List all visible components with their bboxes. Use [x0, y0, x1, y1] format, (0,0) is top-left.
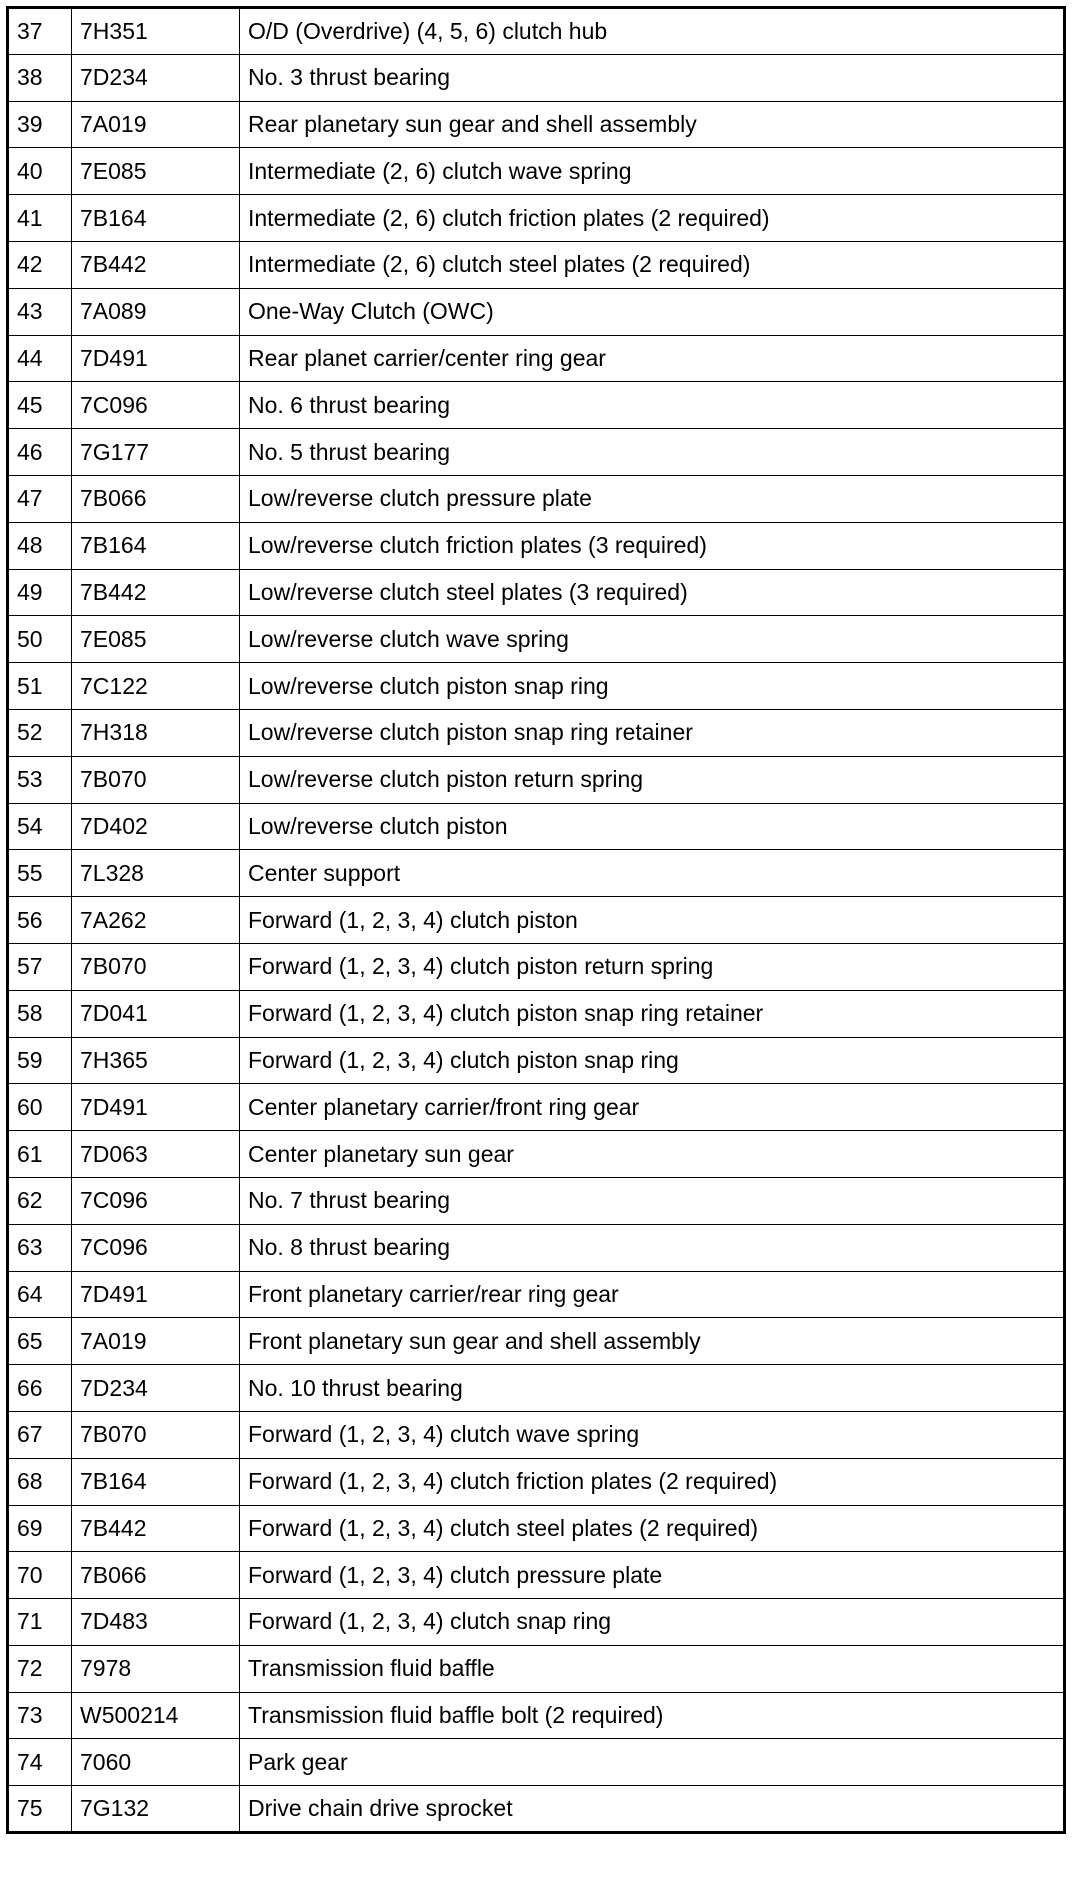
- description-cell: Drive chain drive sprocket: [240, 1786, 1065, 1833]
- table-row: [8, 1131, 1065, 1178]
- part-number-cell: 7H351: [72, 8, 240, 55]
- item-number-cell: 49: [8, 569, 72, 616]
- item-number-cell: 41: [8, 195, 72, 242]
- part-number-cell: 7C096: [72, 382, 240, 429]
- table-row: [8, 241, 1065, 288]
- part-number-cell: 7A019: [72, 1318, 240, 1365]
- item-number-cell: 51: [8, 663, 72, 710]
- table-row: [8, 709, 1065, 756]
- table-row: [8, 1786, 1065, 1833]
- table-row: [8, 1411, 1065, 1458]
- item-number-cell: 55: [8, 850, 72, 897]
- table-row: [8, 1365, 1065, 1412]
- table-row: [8, 1599, 1065, 1646]
- table-row: [8, 850, 1065, 897]
- table-row: [8, 8, 1065, 55]
- description-cell: Forward (1, 2, 3, 4) clutch piston snap ring: [240, 1037, 1065, 1084]
- part-number-cell: 7B442: [72, 241, 240, 288]
- table-row: [8, 1552, 1065, 1599]
- item-number-cell: 44: [8, 335, 72, 382]
- table-row: [8, 1505, 1065, 1552]
- part-number-cell: 7D234: [72, 54, 240, 101]
- part-number-cell: 7H365: [72, 1037, 240, 1084]
- table-row: [8, 1739, 1065, 1786]
- item-number-cell: 75: [8, 1786, 72, 1833]
- item-number-cell: 50: [8, 616, 72, 663]
- item-number-cell: 65: [8, 1318, 72, 1365]
- description-cell: Rear planet carrier/center ring gear: [240, 335, 1065, 382]
- table-row: [8, 1224, 1065, 1271]
- description-cell: Forward (1, 2, 3, 4) clutch piston return spring: [240, 943, 1065, 990]
- part-number-cell: 7D041: [72, 990, 240, 1037]
- description-cell: Low/reverse clutch friction plates (3 required): [240, 522, 1065, 569]
- description-cell: Forward (1, 2, 3, 4) clutch wave spring: [240, 1411, 1065, 1458]
- table-row: [8, 897, 1065, 944]
- item-number-cell: 46: [8, 429, 72, 476]
- item-number-cell: 47: [8, 475, 72, 522]
- item-number-cell: 42: [8, 241, 72, 288]
- item-number-cell: 58: [8, 990, 72, 1037]
- description-cell: Low/reverse clutch steel plates (3 required): [240, 569, 1065, 616]
- part-number-cell: 7D491: [72, 1271, 240, 1318]
- part-number-cell: 7G132: [72, 1786, 240, 1833]
- table-row: [8, 101, 1065, 148]
- part-number-cell: 7B066: [72, 475, 240, 522]
- part-number-cell: 7C122: [72, 663, 240, 710]
- part-number-cell: 7A089: [72, 288, 240, 335]
- item-number-cell: 60: [8, 1084, 72, 1131]
- part-number-cell: 7B164: [72, 1458, 240, 1505]
- item-number-cell: 45: [8, 382, 72, 429]
- description-cell: Low/reverse clutch piston snap ring: [240, 663, 1065, 710]
- description-cell: Forward (1, 2, 3, 4) clutch piston: [240, 897, 1065, 944]
- part-number-cell: 7B164: [72, 195, 240, 242]
- table-row: [8, 1692, 1065, 1739]
- part-number-cell: 7A019: [72, 101, 240, 148]
- description-cell: Forward (1, 2, 3, 4) clutch steel plates (2 required): [240, 1505, 1065, 1552]
- item-number-cell: 67: [8, 1411, 72, 1458]
- item-number-cell: 61: [8, 1131, 72, 1178]
- item-number-cell: 66: [8, 1365, 72, 1412]
- item-number-cell: 73: [8, 1692, 72, 1739]
- part-number-cell: 7C096: [72, 1224, 240, 1271]
- part-number-cell: 7B070: [72, 756, 240, 803]
- item-number-cell: 43: [8, 288, 72, 335]
- table-row: [8, 288, 1065, 335]
- part-number-cell: 7A262: [72, 897, 240, 944]
- item-number-cell: 48: [8, 522, 72, 569]
- item-number-cell: 52: [8, 709, 72, 756]
- table-row: [8, 148, 1065, 195]
- table-row: [8, 54, 1065, 101]
- item-number-cell: 53: [8, 756, 72, 803]
- description-cell: No. 10 thrust bearing: [240, 1365, 1065, 1412]
- part-number-cell: 7B442: [72, 569, 240, 616]
- description-cell: Rear planetary sun gear and shell assembly: [240, 101, 1065, 148]
- table-row: [8, 1037, 1065, 1084]
- table-row: [8, 382, 1065, 429]
- part-number-cell: W500214: [72, 1692, 240, 1739]
- part-number-cell: 7E085: [72, 148, 240, 195]
- part-number-cell: 7H318: [72, 709, 240, 756]
- description-cell: Low/reverse clutch piston: [240, 803, 1065, 850]
- table-row: [8, 1177, 1065, 1224]
- parts-table-body: [8, 8, 1065, 1833]
- item-number-cell: 39: [8, 101, 72, 148]
- table-row: [8, 1271, 1065, 1318]
- item-number-cell: 64: [8, 1271, 72, 1318]
- description-cell: Forward (1, 2, 3, 4) clutch snap ring: [240, 1599, 1065, 1646]
- description-cell: O/D (Overdrive) (4, 5, 6) clutch hub: [240, 8, 1065, 55]
- table-row: [8, 1084, 1065, 1131]
- part-number-cell: 7D234: [72, 1365, 240, 1412]
- item-number-cell: 59: [8, 1037, 72, 1084]
- item-number-cell: 68: [8, 1458, 72, 1505]
- description-cell: Center planetary sun gear: [240, 1131, 1065, 1178]
- table-row: [8, 1458, 1065, 1505]
- item-number-cell: 71: [8, 1599, 72, 1646]
- part-number-cell: 7D491: [72, 1084, 240, 1131]
- table-row: [8, 1645, 1065, 1692]
- item-number-cell: 57: [8, 943, 72, 990]
- description-cell: One-Way Clutch (OWC): [240, 288, 1065, 335]
- description-cell: Transmission fluid baffle bolt (2 required): [240, 1692, 1065, 1739]
- description-cell: No. 6 thrust bearing: [240, 382, 1065, 429]
- table-row: [8, 195, 1065, 242]
- description-cell: Front planetary sun gear and shell assembly: [240, 1318, 1065, 1365]
- item-number-cell: 40: [8, 148, 72, 195]
- description-cell: Center support: [240, 850, 1065, 897]
- description-cell: Forward (1, 2, 3, 4) clutch pressure plate: [240, 1552, 1065, 1599]
- description-cell: Low/reverse clutch piston return spring: [240, 756, 1065, 803]
- table-row: [8, 335, 1065, 382]
- description-cell: No. 8 thrust bearing: [240, 1224, 1065, 1271]
- table-row: [8, 663, 1065, 710]
- table-row: [8, 1318, 1065, 1365]
- part-number-cell: 7D063: [72, 1131, 240, 1178]
- table-row: [8, 569, 1065, 616]
- item-number-cell: 62: [8, 1177, 72, 1224]
- part-number-cell: 7B442: [72, 1505, 240, 1552]
- description-cell: Low/reverse clutch wave spring: [240, 616, 1065, 663]
- description-cell: Low/reverse clutch piston snap ring retainer: [240, 709, 1065, 756]
- part-number-cell: 7B164: [72, 522, 240, 569]
- part-number-cell: 7D491: [72, 335, 240, 382]
- item-number-cell: 63: [8, 1224, 72, 1271]
- part-number-cell: 7978: [72, 1645, 240, 1692]
- description-cell: Front planetary carrier/rear ring gear: [240, 1271, 1065, 1318]
- item-number-cell: 70: [8, 1552, 72, 1599]
- item-number-cell: 72: [8, 1645, 72, 1692]
- part-number-cell: 7B070: [72, 1411, 240, 1458]
- item-number-cell: 69: [8, 1505, 72, 1552]
- part-number-cell: 7D402: [72, 803, 240, 850]
- part-number-cell: 7L328: [72, 850, 240, 897]
- table-row: [8, 475, 1065, 522]
- item-number-cell: 54: [8, 803, 72, 850]
- description-cell: Intermediate (2, 6) clutch wave spring: [240, 148, 1065, 195]
- table-row: [8, 990, 1065, 1037]
- description-cell: Forward (1, 2, 3, 4) clutch piston snap ring retainer: [240, 990, 1065, 1037]
- item-number-cell: 37: [8, 8, 72, 55]
- table-row: [8, 522, 1065, 569]
- description-cell: Intermediate (2, 6) clutch friction plates (2 required): [240, 195, 1065, 242]
- description-cell: Transmission fluid baffle: [240, 1645, 1065, 1692]
- item-number-cell: 38: [8, 54, 72, 101]
- part-number-cell: 7B070: [72, 943, 240, 990]
- part-number-cell: 7060: [72, 1739, 240, 1786]
- table-row: [8, 803, 1065, 850]
- part-number-cell: 7G177: [72, 429, 240, 476]
- part-number-cell: 7B066: [72, 1552, 240, 1599]
- item-number-cell: 56: [8, 897, 72, 944]
- description-cell: Center planetary carrier/front ring gear: [240, 1084, 1065, 1131]
- description-cell: No. 5 thrust bearing: [240, 429, 1065, 476]
- part-number-cell: 7D483: [72, 1599, 240, 1646]
- table-row: [8, 943, 1065, 990]
- table-row: [8, 756, 1065, 803]
- description-cell: No. 3 thrust bearing: [240, 54, 1065, 101]
- table-row: [8, 429, 1065, 476]
- description-cell: Forward (1, 2, 3, 4) clutch friction plates (2 required): [240, 1458, 1065, 1505]
- description-cell: Intermediate (2, 6) clutch steel plates (2 required): [240, 241, 1065, 288]
- description-cell: Low/reverse clutch pressure plate: [240, 475, 1065, 522]
- part-number-cell: 7C096: [72, 1177, 240, 1224]
- item-number-cell: 74: [8, 1739, 72, 1786]
- part-number-cell: 7E085: [72, 616, 240, 663]
- table-row: [8, 616, 1065, 663]
- description-cell: No. 7 thrust bearing: [240, 1177, 1065, 1224]
- description-cell: Park gear: [240, 1739, 1065, 1786]
- parts-table: [6, 6, 1066, 1834]
